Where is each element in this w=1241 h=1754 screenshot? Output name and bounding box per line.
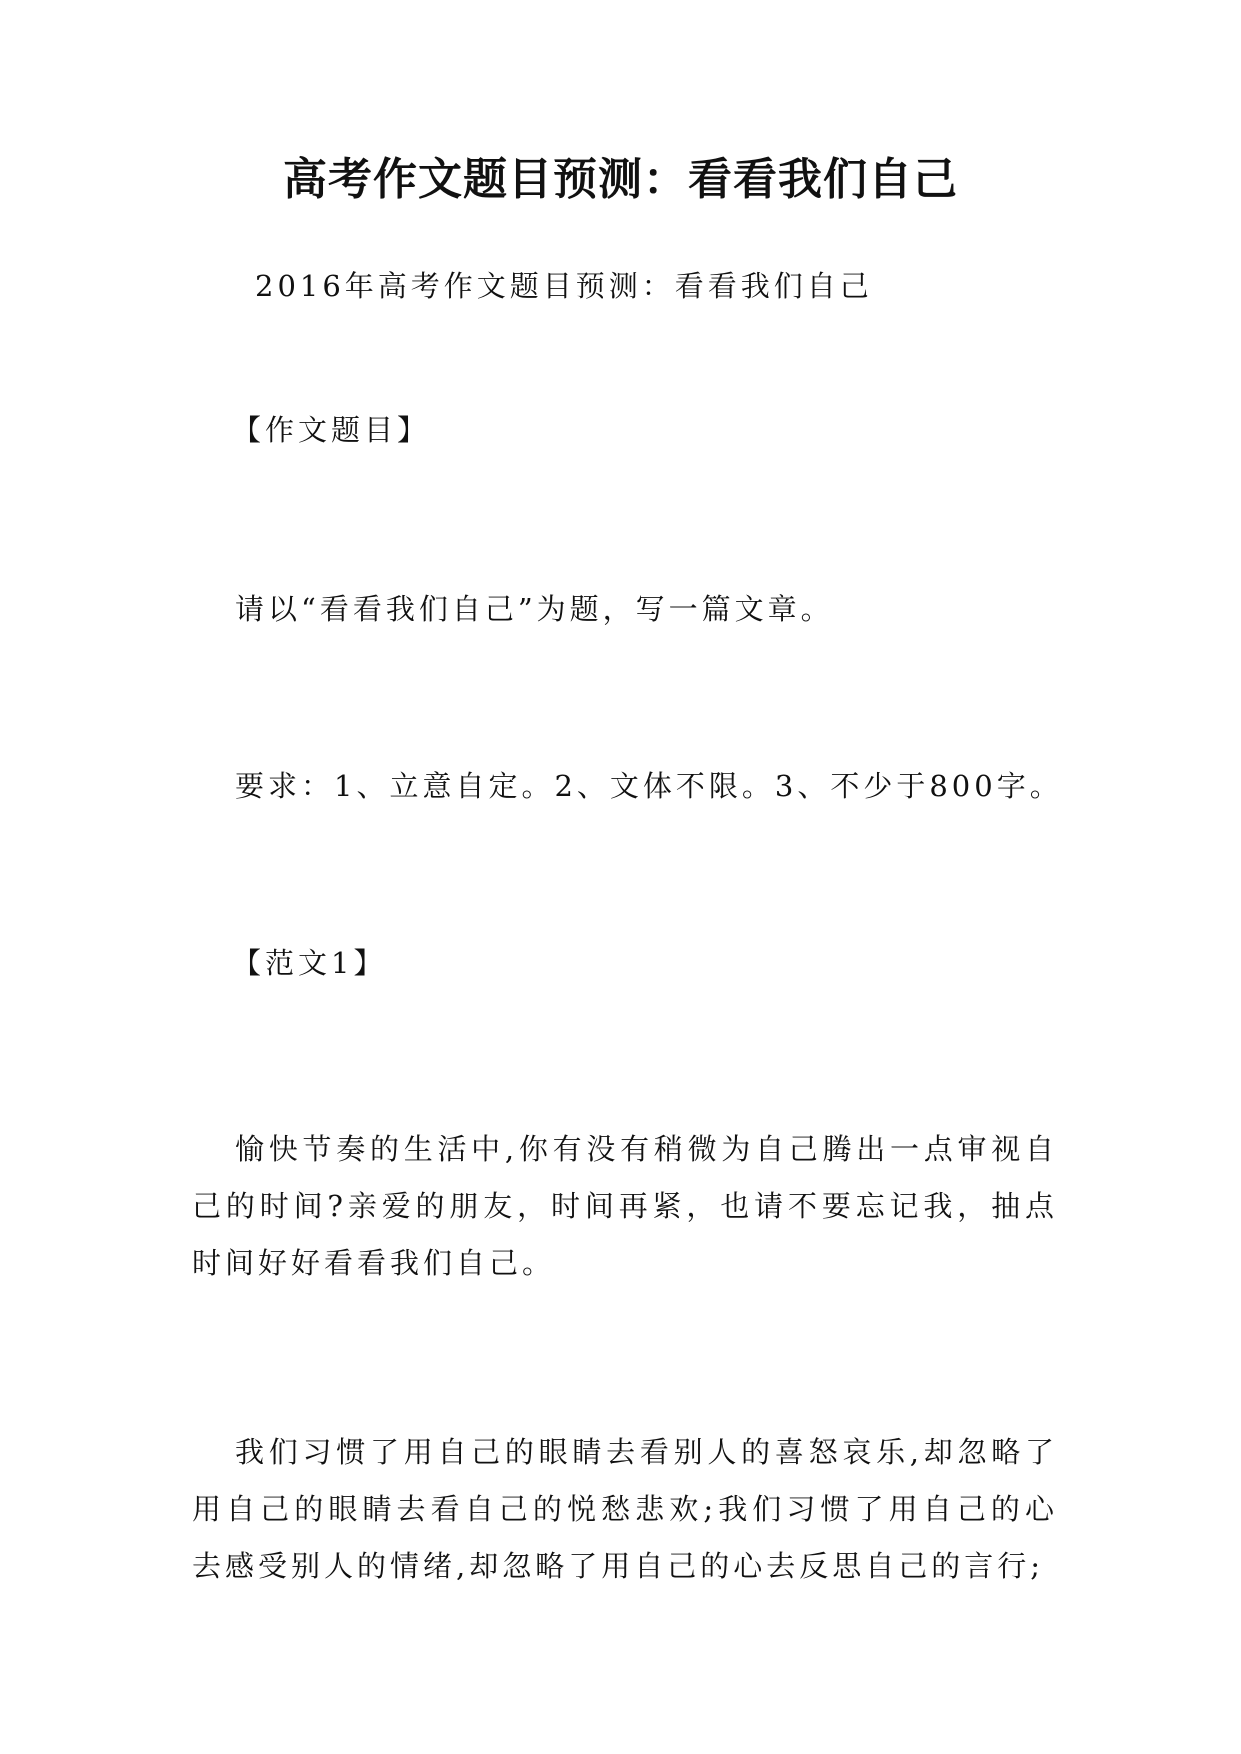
essay-prompt: 请以“看看我们自己”为题，写一篇文章。 <box>235 592 834 626</box>
document-subtitle: 2016年高考作文题目预测：看看我们自己 <box>255 269 873 303</box>
heading-topic: 【作文题目】 <box>232 413 431 447</box>
heading-sample-1: 【范文1】 <box>232 946 387 980</box>
essay-requirements: 要求：1、立意自定。2、文体不限。3、不少于800字。 <box>235 769 1063 803</box>
document-title: 高考作文题目预测：看看我们自己 <box>283 154 958 205</box>
paragraph-1: 愉快节奏的生活中,你有没有稍微为自己腾出一点审视自己的时间?亲爱的朋友，时间再紧，也请不要忘记我，抽点时间好好看看我们自己。 <box>192 1132 1058 1280</box>
paragraph-2: 我们习惯了用自己的眼睛去看别人的喜怒哀乐,却忽略了用自己的眼睛去看自己的悦愁悲欢;我们习惯了用自己的心去感受别人的情绪,却忽略了用自己的心去反思自己的言行; <box>192 1435 1058 1583</box>
